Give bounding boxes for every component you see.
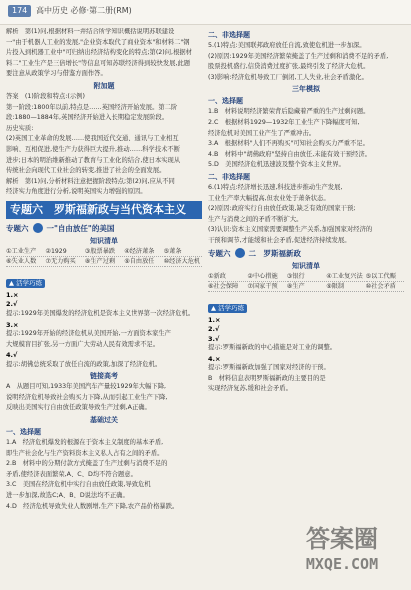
text-line: 1.A 经济危机爆发的根源在于资本主义制度的基本矛盾, <box>6 439 164 447</box>
text-line: 4.B 材料中"胡佛政府"坚持自由放任,未能有效干预经济。 <box>208 150 371 158</box>
topic-label: 专题六 <box>6 223 29 233</box>
text-line: 4.D 经济危机导致失业人数剧增,生产下降,农产品价格暴跌。 <box>6 502 179 510</box>
practice-answers <box>6 291 202 369</box>
knowledge-item: ⑤以工代赈 <box>366 273 404 282</box>
mock-answers <box>208 108 404 170</box>
text-line: 提示:胡佛总统采取了放任自流的政策,加深了经济危机。 <box>6 360 162 368</box>
page-header <box>0 0 411 25</box>
text-line: 3.A 根据材料"人们不再购买"可知社会购买力严重不足。 <box>208 140 369 148</box>
text-line: 解析 第(1)问,根据材料一并结合所学知识概括说明苏联建设 <box>6 28 175 35</box>
knowledge-item: ⑦无力购买 <box>45 258 83 267</box>
text-line: 工业生产率大幅提高,但农业处于萧条状态。 <box>208 194 330 202</box>
link-answers <box>6 383 202 413</box>
text-line: 说明经济危机导致社会购买力下降,从而引起工业生产下降, <box>6 393 168 401</box>
knowledge-item: ①新政 <box>208 273 246 282</box>
text-line: 2.√ <box>208 325 220 333</box>
text-line: 矛盾,使经济表面繁荣,A、C、D均不符合题意。 <box>6 470 137 478</box>
text-line: (3)影响:经济危机导致工厂倒闭,工人失业,社会矛盾激化。 <box>208 73 368 81</box>
text-line: 3.√ <box>208 334 220 343</box>
text-line: (2)原因:1929年美国经济繁荣掩盖了生产过剩和消费不足的矛盾, <box>208 52 389 60</box>
topic-title: 一"自由放任"的美国 <box>46 223 115 233</box>
text-line: (2)英国工业革命的发展……使我国近代交通、通讯与工业相互 <box>6 135 179 143</box>
link-title: 链接高考 <box>90 372 118 381</box>
text-line: 大规模盲目扩张,另一方面广大劳动人民有效需求不足。 <box>6 340 160 348</box>
text-line: 6.(1)特点:经济增长迅速,科技进步推动生产发展, <box>208 183 343 191</box>
knowledge-item: ⑨自由放任 <box>124 258 162 267</box>
right-column <box>208 28 404 590</box>
text-line: 进步;日本的明治维新推动了教育与工业化的结合,使日本实现从 <box>6 156 181 164</box>
text-line: 段:1880—1884年,英国经济开始进入长期稳定发展阶段。 <box>6 114 169 122</box>
knowledge-title: 知识清单 <box>90 236 118 245</box>
knowledge-item: ⑨限制 <box>326 283 364 292</box>
text-line: 要注意从政策学习与借鉴方面作答。 <box>6 70 107 78</box>
knowledge-item: ③银行 <box>287 273 325 282</box>
topic-title-2: 二 罗斯福新政 <box>248 248 301 258</box>
knowledge-grid <box>6 248 202 267</box>
knowledge-item: ④工业复兴法 <box>326 272 363 280</box>
text-line: 解析 第(1)问,分析材料注意把握阶段特点;第(2)问,应从不同 <box>6 177 175 185</box>
text-line: 2.√ <box>6 300 18 309</box>
text-line: 1.× <box>208 315 221 324</box>
choice-answers <box>6 439 202 511</box>
text-line: 1.B 材料说明经济繁荣背后隐藏着严重的生产过剩问题。 <box>208 108 370 116</box>
text-line: 提示:1929年开始的经济危机从美国开始,一方面资本家生产 <box>6 330 171 337</box>
text-line: 1.× <box>6 290 19 299</box>
text-line: 历史实质: <box>6 124 34 132</box>
bottom-answers <box>208 375 404 394</box>
section-heading <box>6 223 202 234</box>
watermark-logo <box>277 524 407 586</box>
page-number: 174 <box>8 5 31 17</box>
knowledge-item: ④经济萧条 <box>124 248 162 257</box>
addon-title: 附加题 <box>93 81 115 90</box>
text-line: 提示:1929年美国爆发的经济危机是资本主义世界第一次经济危机。 <box>6 309 195 317</box>
topic-label-2: 专题六 <box>208 248 231 258</box>
knowledge-title-2: 知识清单 <box>292 261 320 270</box>
section-heading-2 <box>208 248 404 259</box>
text-line: 3.C 美国在经济危机中实行自由放任政策,导致危机 <box>6 481 151 489</box>
text-line: 2.C 根据材料1929—1932年工业生产下降幅度可知, <box>208 118 360 126</box>
essay-answers <box>208 42 404 82</box>
basic-title: 基础过关 <box>90 416 118 425</box>
text-line: 答案 (1)阶段和特点:(示例) <box>6 92 85 100</box>
text-line: 提示:罗斯福新政加强了国家对经济的干预。 <box>208 364 330 372</box>
text-line: 实现经济复苏,缓和社会矛盾。 <box>208 385 292 393</box>
practice-tag: ▲ 活学巧练 <box>6 279 45 288</box>
left-column <box>6 28 202 590</box>
text-line: 5.(1)特点:美国联邦政府放任自流,致使危机进一步加深。 <box>208 42 366 49</box>
intro-answer <box>6 28 202 79</box>
mock-title: 三年模拟 <box>292 85 320 94</box>
choice-title: 一、选择题 <box>6 428 41 437</box>
knowledge-item: ⑦国家干预 <box>247 283 285 292</box>
knowledge-grid-2 <box>208 273 404 292</box>
watermark-text: 答案圈 <box>306 525 378 553</box>
text-line: 2.B 材料中的分期付款方式掩盖了生产过剩与消费不足的 <box>6 460 168 468</box>
text-line: 反映出美国实行自由放任政策导致生产过剩,A正确。 <box>6 404 151 412</box>
mock-choice-title: 一、选择题 <box>208 97 243 106</box>
text-line: 进一步加深,故选C;A、B、D说法均不正确。 <box>6 492 129 500</box>
text-line: 5.D 美国经济危机迅速波及整个资本主义世界。 <box>208 161 345 169</box>
bullet-icon <box>235 248 245 258</box>
practice-answers-2 <box>208 316 404 373</box>
knowledge-item: ⑤萧条 <box>164 248 202 257</box>
knowledge-item: ⑩经济大危机 <box>163 257 201 265</box>
text-line: 料二"工业生产是三倍增长"等信息可知苏联经济得到较快发展,此题 <box>6 59 191 67</box>
mock-essay-answers <box>208 184 404 246</box>
knowledge-item: ⑩社会矛盾 <box>366 283 404 292</box>
knowledge-item: ②中心措施 <box>247 273 285 282</box>
text-line: 股票投机盛行,信贷消费过度扩张,最终引发了经济大危机。 <box>208 63 370 71</box>
knowledge-item: ⑧生产 <box>287 283 325 292</box>
addon-answer <box>6 93 202 197</box>
text-line: 即生产社会化与生产资料资本主义私人占有之间的矛盾。 <box>6 449 164 457</box>
text-line: 片投入到机器工业中"可归纳出经济结构变化的特点;第(2)问,根据材 <box>6 49 192 57</box>
text-line: 生产与消费之间的矛盾不断扩大。 <box>208 215 303 223</box>
watermark-url: MXQE.COM <box>305 555 379 573</box>
topic-banner: 专题六 罗斯福新政与当代资本主义 <box>6 201 202 219</box>
essay-title: 二、非选择题 <box>208 31 250 39</box>
bullet-icon <box>33 223 43 233</box>
text-line: 经济实力角度进行分析,说明英国实力增强的原因。 <box>6 188 147 196</box>
text-line: (3)认识:资本主义国家需要调整生产关系,加强国家对经济的 <box>208 226 373 234</box>
text-line: 3.× <box>6 320 19 329</box>
book-title: 高中历史 必修·第二册(RM) <box>36 6 132 15</box>
text-line: 4.× <box>208 354 221 363</box>
text-line: 影响、互相促进,使生产力获得巨大提升,推动……科学技术不断 <box>6 145 181 153</box>
text-line: A 从题目可知,1933年美国汽车产量较1929年大幅下降, <box>6 383 167 391</box>
knowledge-item: ②1929 <box>45 248 83 257</box>
text-line: B 材料信息表明罗斯福新政的主要目的是 <box>208 374 326 382</box>
text-line: 干预和调节,才能缓和社会矛盾,促进经济持续发展。 <box>208 236 351 244</box>
knowledge-item: ③股票暴跌 <box>85 248 123 257</box>
knowledge-item: ⑥社会保障 <box>208 283 246 292</box>
practice-tag-2: ▲ 活学巧练 <box>208 304 247 313</box>
text-line: 经济危机对美国工业产生了严重冲击。 <box>208 129 316 137</box>
text-line: 提示:罗斯福新政的中心措施是对工业的调整。 <box>208 344 337 351</box>
text-line: 4.√ <box>6 351 18 360</box>
knowledge-item: ⑧生产过剩 <box>85 258 123 267</box>
text-line: (2)原因:政府实行自由放任政策,缺乏有效的国家干预; <box>208 205 356 213</box>
mock-essay-title: 二、非选择题 <box>208 172 250 181</box>
knowledge-item: ①工业生产 <box>6 248 44 257</box>
text-line: 传统社会向现代工业社会的转变,推进了社会的全面发展。 <box>6 167 166 175</box>
knowledge-item: ⑥失业人数 <box>6 258 44 267</box>
text-line: 一"由于机器人工业的发展,"企业资本取代了商业资本"和材料二"钢 <box>6 38 190 46</box>
text-line: 第一阶段:1800年以前,特点是……英国经济开始发展。第二阶 <box>6 103 178 111</box>
